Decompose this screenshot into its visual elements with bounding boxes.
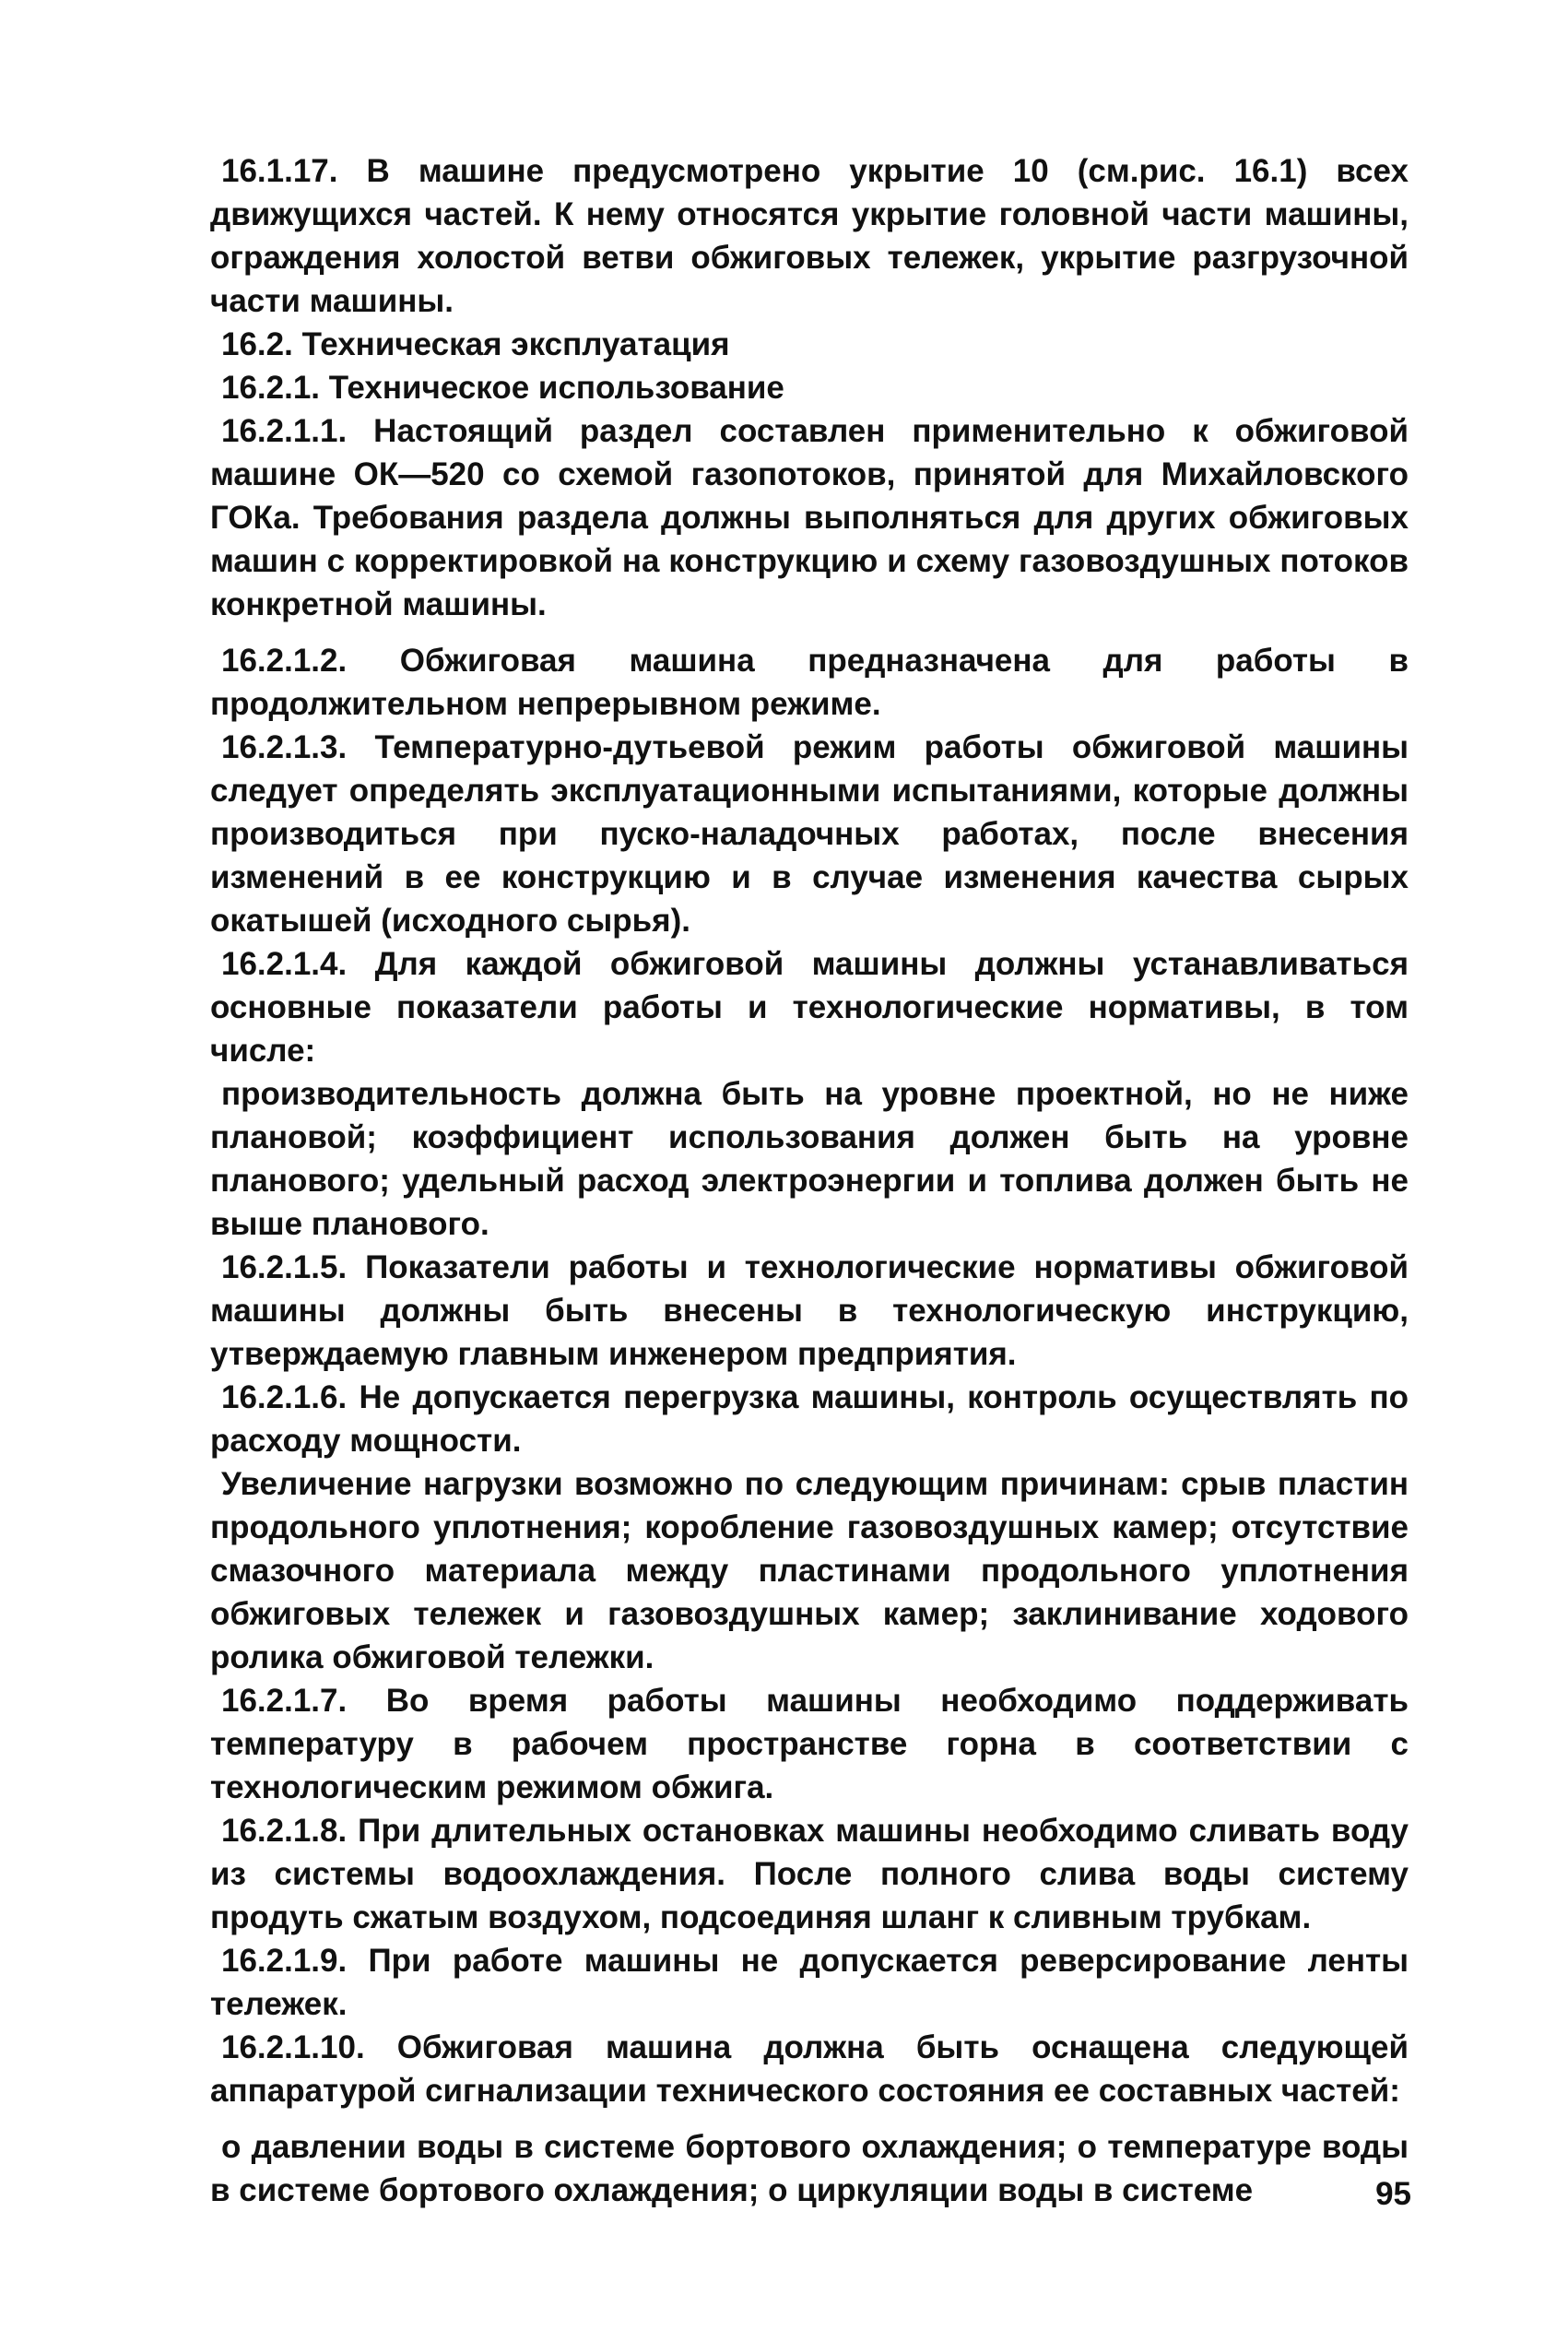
paragraph-16-2-1-9: 16.2.1.9. При работе машины не допускается реверсирование ленты тележек.	[210, 1943, 1409, 2022]
paragraph-signaling-list: о давлении воды в системе бортового охлаждения; о температуре воды в системе бортового охлаждения; о циркуляции воды в системе	[210, 2129, 1409, 2208]
paragraph-16-2-1-2: 16.2.1.2. Обжиговая машина предназначена для работы в продолжительном непрерывном режиме.	[210, 643, 1409, 722]
section-heading-16-2-1: 16.2.1. Техническое использование	[221, 370, 784, 406]
paragraph-16-2-1-5: 16.2.1.5. Показатели работы и технологические нормативы обжиговой машины должны быть внесены в технологическую инструкцию, утверждаемую главным инженером предприятия.	[210, 1249, 1409, 1372]
paragraph-16-2-1-7: 16.2.1.7. Во время работы машины необходимо поддерживать температуру в рабочем пространстве горна в соответствии с технологическим режимом обжига.	[210, 1683, 1409, 1805]
paragraph-16-2-1-3: 16.2.1.3. Температурно-дутьевой режим работы обжиговой машины следует определять эксплуатационными испытаниями, которые должны производиться при пуско-наладочных работах, после внесения изменений в ее конструкцию и в случае изменения качества сырых окатышей (исходного сырья).	[210, 729, 1409, 939]
document-body	[210, 149, 1409, 2212]
paragraph-indicators: производительность должна быть на уровне проектной, но не ниже плановой; коэффициент использования должен быть на уровне планового; удельный расход электроэнергии и топлива должен быть не выше планового.	[210, 1076, 1409, 1242]
section-heading-16-2: 16.2. Техническая эксплуатация	[221, 326, 730, 362]
paragraph-16-2-1-1: 16.2.1.1. Настоящий раздел составлен применительно к обжиговой машине ОК—520 со схемой газопотоков, принятой для Михайловского ГОКа. Требования раздела должны выполняться для других обжиговых машин с корректировкой на конструкцию и схему газовоздушных потоков конкретной машины.	[210, 413, 1409, 622]
paragraph-16-2-1-4: 16.2.1.4. Для каждой обжиговой машины должны устанавливаться основные показатели работы и технологические нормативы, в том числе:	[210, 946, 1409, 1069]
paragraph-16-2-1-8: 16.2.1.8. При длительных остановках машины необходимо сливать воду из системы водоохлаждения. После полного слива воды систему продуть сжатым воздухом, подсоединяя шланг к сливным трубкам.	[210, 1813, 1409, 1935]
paragraph-16-2-1-10: 16.2.1.10. Обжиговая машина должна быть оснащена следующей аппаратурой сигнализации технического состояния ее составных частей:	[210, 2029, 1409, 2109]
paragraph-16-1-17: 16.1.17. В машине предусмотрено укрытие 10 (см.рис. 16.1) всех движущихся частей. К нему относятся укрытие головной части машины, ограждения холостой ветви обжиговых тележек, укрытие разгрузочной части машины.	[210, 153, 1409, 319]
paragraph-16-2-1-6: 16.2.1.6. Не допускается перегрузка машины, контроль осуществлять по расходу мощности.	[210, 1379, 1409, 1459]
page-number: 95	[1375, 2176, 1411, 2212]
paragraph-load-increase: Увеличение нагрузки возможно по следующим причинам: срыв пластин продольного уплотнения; коробление газовоздушных камер; отсутствие смазочного материала между пластинами продольного уплотнения обжиговых тележек и газовоздушных камер; заклинивание ходового ролика обжиговой тележки.	[210, 1466, 1409, 1675]
